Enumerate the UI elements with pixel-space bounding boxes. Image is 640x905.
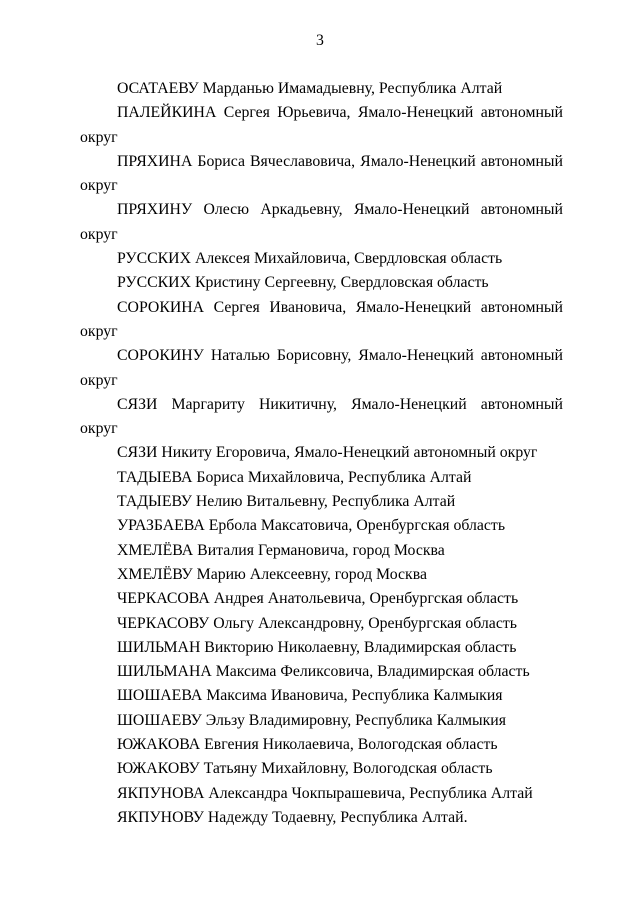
recipient-entry: ПАЛЕЙКИНА Сергея Юрьевича, Ямало-Ненецкий автономный округ — [80, 104, 563, 146]
recipient-entry: ЯКПУНОВУ Надежду Тодаевну, Республика Алтай. — [117, 808, 468, 826]
recipient-entry: УРАЗБАЕВА Ербола Максатовича, Оренбургская область — [117, 517, 506, 535]
recipient-entry: ХМЕЛЁВА Виталия Германовича, город Москва — [117, 541, 445, 559]
recipient-entry: ЧЕРКАСОВА Андрея Анатольевича, Оренбургская область — [117, 590, 519, 608]
recipient-entry: ПРЯХИНА Бориса Вячеславовича, Ямало-Ненецкий автономный округ — [80, 152, 563, 195]
recipient-entry: ЮЖАКОВУ Татьяну Михайловну, Вологодская область — [117, 760, 493, 778]
recipient-entry: СЯЗИ Маргариту Никитичну, Ямало-Ненецкий автономный округ — [80, 395, 563, 438]
recipient-entry: РУССКИХ Кристину Сергеевну, Свердловская область — [117, 274, 489, 292]
recipient-entry: СОРОКИНА Сергея Ивановича, Ямало-Ненецкий автономный округ — [80, 298, 563, 340]
recipient-entry: ШИЛЬМАН Викторию Николаевну, Владимирская область — [117, 638, 517, 656]
recipient-entry: ЮЖАКОВА Евгения Николаевича, Вологодская область — [117, 736, 498, 754]
recipient-entry: РУССКИХ Алексея Михайловича, Свердловская область — [117, 250, 503, 268]
recipient-entry: ЧЕРКАСОВУ Ольгу Александровну, Оренбургская область — [117, 614, 517, 632]
recipient-entry: ШОШАЕВУ Эльзу Владимировну, Республика Калмыкия — [117, 711, 506, 729]
award-recipient-list — [80, 77, 563, 830]
recipient-entry: ХМЕЛЁВУ Марию Алексеевну, город Москва — [117, 565, 427, 583]
recipient-entry: ТАДЫЕВА Бориса Михайловича, Республика Алтай — [117, 468, 472, 486]
recipient-entry: СЯЗИ Никиту Егоровича, Ямало-Ненецкий автономный округ — [117, 444, 538, 462]
recipient-entry: ШОШАЕВА Максима Ивановича, Республика Калмыкия — [117, 687, 503, 705]
recipient-entry: ТАДЫЕВУ Нелию Витальевну, Республика Алтай — [117, 493, 456, 511]
recipient-entry: ЯКПУНОВА Александра Чокпырашевича, Республика Алтай — [117, 784, 533, 802]
recipient-entry: ПРЯХИНУ Олесю Аркадьевну, Ямало-Ненецкий автономный округ — [80, 201, 563, 243]
recipient-entry: ОСАТАЕВУ Марданью Имамадыевну, Республика Алтай — [117, 80, 503, 97]
recipient-entry: ШИЛЬМАНА Максима Феликсовича, Владимирская область — [117, 663, 530, 681]
recipient-entry: СОРОКИНУ Наталью Борисовну, Ямало-Ненецкий автономный округ — [80, 347, 563, 389]
page-number: 3 — [316, 32, 324, 49]
